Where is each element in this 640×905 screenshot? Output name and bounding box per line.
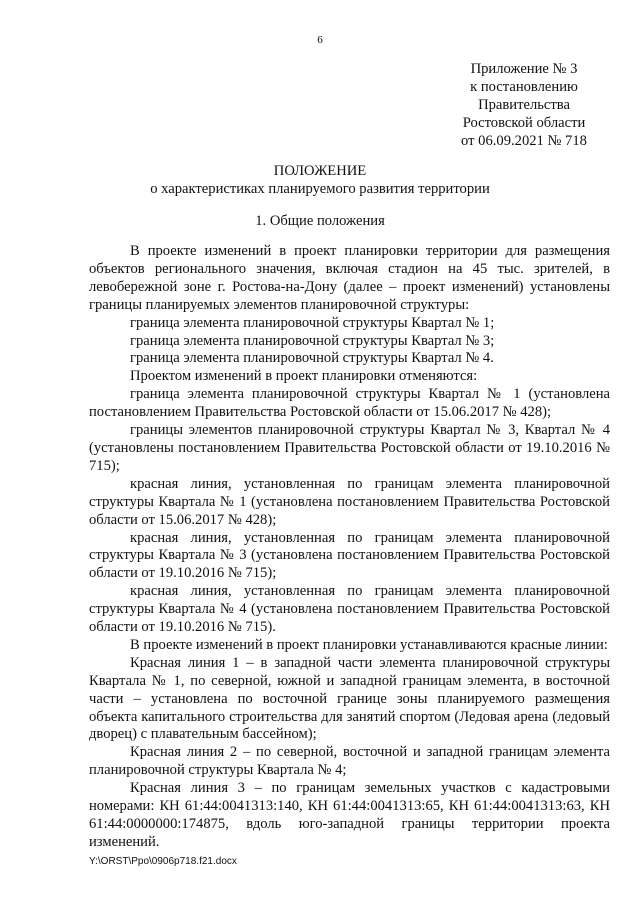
annex-line: Ростовской области bbox=[462, 115, 586, 131]
paragraph: В проекте изменений в проект планировки территории для размещения объектов регионального значения, включая стадион на 45 тыс. зрителей, в левобережной зоне г. Ростова-на-Дону (далее – проект изменений) установлены границы планируемых элементов планировочной структуры: bbox=[89, 243, 610, 313]
paragraph: граница элемента планировочной структуры Квартал № 4. bbox=[130, 350, 494, 367]
page-number: 6 bbox=[317, 34, 323, 46]
paragraph: Проектом изменений в проект планировки отменяются: bbox=[130, 368, 478, 385]
annex-line: от 06.09.2021 № 718 bbox=[461, 133, 587, 149]
paragraph: красная линия, установленная по границам элемента планировочной структуры Квартала № 3 (установлена постановлением Правительства Ростовской области от 19.10.2016 № 715); bbox=[89, 529, 610, 582]
file-path-footer: Y:\ORST\Ppo\0906p718.f21.docx bbox=[89, 856, 237, 867]
paragraph: Красная линия 3 – по границам земельных участков с кадастровыми номерами: КН 61:44:0041313:140, КН 61:44:0041313:65, КН 61:44:0041313:63, КН 61:44:0000000:174875, вдоль юго-западной границы территории проекта изменений. bbox=[89, 780, 610, 850]
paragraph: границы элементов планировочной структуры Квартал № 3, Квартал № 4 (установлены постановлением Правительства Ростовской области от 19.10.2016 № 715); bbox=[89, 422, 610, 474]
title-subheading: о характеристиках планируемого развития территории bbox=[150, 181, 490, 197]
annex-line: Приложение № 3 bbox=[470, 61, 578, 77]
annex-block bbox=[443, 60, 605, 150]
paragraph: красная линия, установленная по границам элемента планировочной структуры Квартала № 1 (установлена постановлением Правительства Ростовской области от 15.06.2017 № 428); bbox=[89, 475, 610, 528]
paragraph: красная линия, установленная по границам элемента планировочной структуры Квартала № 4 (установлена постановлением Правительства Ростовской области от 19.10.2016 № 715). bbox=[89, 583, 610, 636]
paragraph: граница элемента планировочной структуры Квартал № 1; bbox=[130, 314, 495, 331]
paragraph: граница элемента планировочной структуры Квартал № 3; bbox=[130, 332, 495, 349]
annex-line: Правительства bbox=[478, 97, 570, 113]
title-heading: ПОЛОЖЕНИЕ bbox=[273, 163, 367, 179]
document-body bbox=[89, 243, 610, 852]
paragraph: граница элемента планировочной структуры Квартал № 1 (установлена постановлением Правительства Ростовской области от 15.06.2017 № 428); bbox=[89, 386, 610, 421]
annex-line: к постановлению bbox=[470, 79, 578, 95]
paragraph: Красная линия 2 – по северной, восточной и западной границам элемента планировочной структуры Квартала № 4; bbox=[89, 744, 610, 779]
paragraph: В проекте изменений в проект планировки устанавливаются красные линии: bbox=[130, 636, 608, 653]
document-title bbox=[0, 162, 640, 198]
paragraph: Красная линия 1 – в западной части элемента планировочной структуры Квартала № 1, по северной, южной и западной границам элемента, в восточной части – установлена по восточной границе зоны планируемого размещения объекта капитального строительства для занятий спортом (Ледовая арена (ледовый дворец) с плавательным бассейном); bbox=[89, 654, 610, 743]
section-title: 1. Общие положения bbox=[255, 213, 385, 229]
